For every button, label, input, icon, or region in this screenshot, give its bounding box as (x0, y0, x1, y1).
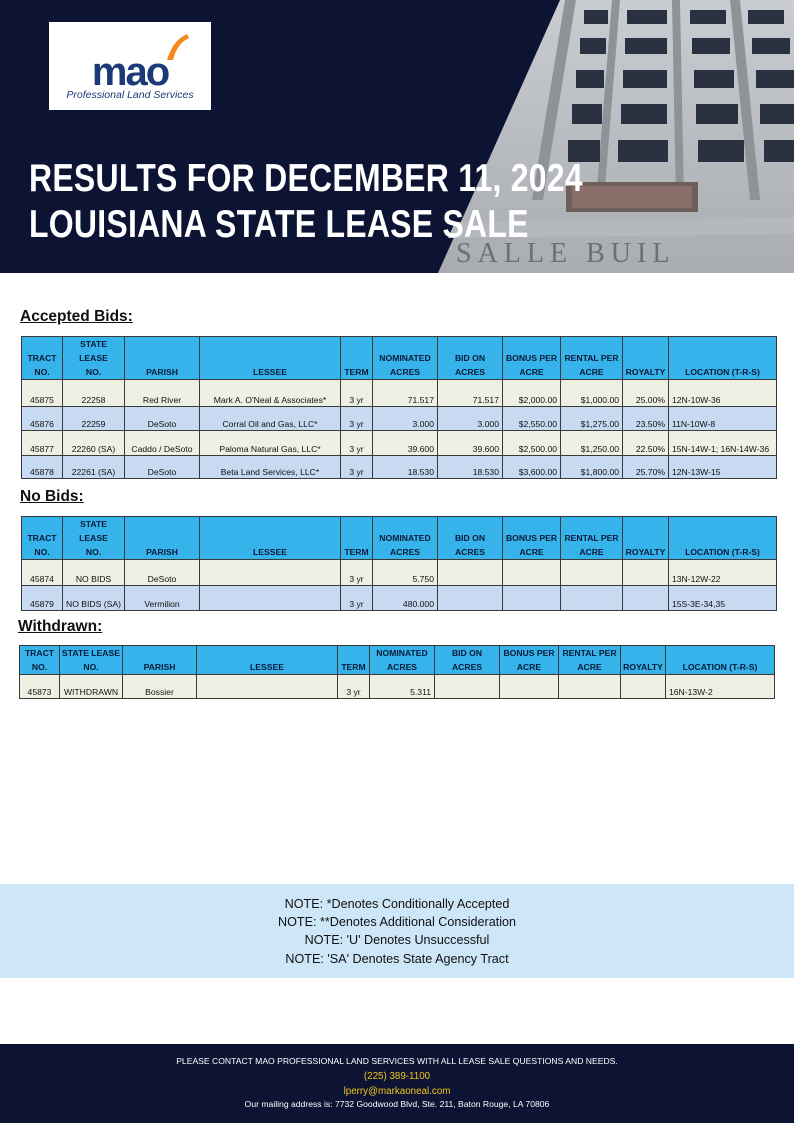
cell-nominated: 71.517 (373, 380, 438, 407)
col-royalty: ROYALTY (623, 337, 669, 380)
cell-lessee: Paloma Natural Gas, LLC* (200, 431, 341, 456)
col-term: TERM (341, 517, 373, 560)
cell-bonus: $3,600.00 (503, 456, 561, 479)
cell-parish: Red River (125, 380, 200, 407)
table-header-row (22, 337, 777, 380)
cell-lease: 22260 (SA) (63, 431, 125, 456)
col-nominated-acres: NOMINATED ACRES (373, 337, 438, 380)
accepted-bids-table (21, 336, 777, 479)
logo-tagline: Professional Land Services (66, 89, 194, 101)
cell-bonus: $2,550.00 (503, 407, 561, 431)
cell-location: 13N-12W-22 (669, 560, 777, 586)
cell-bid: 71.517 (438, 380, 503, 407)
col-bonus-per-acre: BONUS PER ACRE (500, 646, 559, 675)
cell-parish: DeSoto (125, 560, 200, 586)
cell-term: 3 yr (341, 456, 373, 479)
cell-bonus (503, 586, 561, 611)
table-row (20, 675, 775, 699)
table-row (22, 380, 777, 407)
table-row (22, 431, 777, 456)
cell-royalty (621, 675, 666, 699)
cell-lessee: Mark A. O'Neal & Associates* (200, 380, 341, 407)
col-nominated-acres: NOMINATED ACRES (370, 646, 435, 675)
cell-lease: WITHDRAWN (60, 675, 123, 699)
col-nominated-acres: NOMINATED ACRES (373, 517, 438, 560)
cell-royalty: 22.50% (623, 431, 669, 456)
notes-panel (0, 884, 794, 978)
note-unsuccessful: NOTE: 'U' Denotes Unsuccessful (304, 933, 490, 948)
col-lessee: LESSEE (197, 646, 338, 675)
cell-nominated: 39.600 (373, 431, 438, 456)
cell-bonus (500, 675, 559, 699)
cell-rental: $1,250.00 (561, 431, 623, 456)
cell-rental: $1,800.00 (561, 456, 623, 479)
table-row (22, 407, 777, 431)
cell-lease: 22258 (63, 380, 125, 407)
cell-lessee (197, 675, 338, 699)
cell-bid (435, 675, 500, 699)
cell-term: 3 yr (341, 560, 373, 586)
cell-location: 16N-13W-2 (666, 675, 775, 699)
col-royalty: ROYALTY (623, 517, 669, 560)
col-tract-no: TRACT NO. (22, 337, 63, 380)
cell-bid: 39.600 (438, 431, 503, 456)
title-line-1: RESULTS FOR DECEMBER 11, 2024 (29, 157, 583, 200)
cell-bid (438, 560, 503, 586)
cell-location: 12N-10W-36 (669, 380, 777, 407)
col-term: TERM (338, 646, 370, 675)
col-term: TERM (341, 337, 373, 380)
col-location: LOCATION (T-R-S) (669, 517, 777, 560)
col-state-lease-no: STATE LEASE NO. (63, 337, 125, 380)
cell-rental (561, 586, 623, 611)
col-rental-per-acre: RENTAL PER ACRE (559, 646, 621, 675)
cell-lease: 22259 (63, 407, 125, 431)
col-tract-no: TRACT NO. (22, 517, 63, 560)
cell-tract: 45877 (22, 431, 63, 456)
cell-location: 11N-10W-8 (669, 407, 777, 431)
cell-bid: 3.000 (438, 407, 503, 431)
cell-location: 12N-13W-15 (669, 456, 777, 479)
footer-contact-text: PLEASE CONTACT MAO PROFESSIONAL LAND SERVICES WITH ALL LEASE SALE QUESTIONS AND NEEDS. (176, 1056, 618, 1066)
cell-parish: DeSoto (125, 456, 200, 479)
withdrawn-heading: Withdrawn: (18, 618, 103, 635)
table-row (22, 456, 777, 479)
cell-lessee (200, 586, 341, 611)
cell-tract: 45876 (22, 407, 63, 431)
cell-term: 3 yr (338, 675, 370, 699)
col-location: LOCATION (T-R-S) (669, 337, 777, 380)
cell-rental: $1,275.00 (561, 407, 623, 431)
col-location: LOCATION (T-R-S) (666, 646, 775, 675)
cell-location: 15N-14W-1; 16N-14W-36 (669, 431, 777, 456)
logo-wordmark: mao (91, 50, 169, 94)
col-bonus-per-acre: BONUS PER ACRE (503, 337, 561, 380)
cell-parish: Vermilion (125, 586, 200, 611)
title-line-2: LOUISIANA STATE LEASE SALE (29, 203, 529, 246)
cell-term: 3 yr (341, 586, 373, 611)
cell-bid (438, 586, 503, 611)
withdrawn-table (19, 645, 775, 699)
cell-term: 3 yr (341, 407, 373, 431)
col-lessee: LESSEE (200, 517, 341, 560)
note-state-agency-tract: NOTE: 'SA' Denotes State Agency Tract (285, 951, 509, 966)
cell-parish: Caddo / DeSoto (125, 431, 200, 456)
cell-tract: 45873 (20, 675, 60, 699)
cell-location: 15S-3E-34,35 (669, 586, 777, 611)
cell-bonus: $2,500.00 (503, 431, 561, 456)
cell-lease: NO BIDS (63, 560, 125, 586)
cell-term: 3 yr (341, 380, 373, 407)
cell-term: 3 yr (341, 431, 373, 456)
footer-address: Our mailing address is: 7732 Goodwood Blvd, Ste. 211, Baton Rouge, LA 70806 (244, 1099, 550, 1109)
table-row (22, 586, 777, 611)
col-royalty: ROYALTY (621, 646, 666, 675)
cell-lessee (200, 560, 341, 586)
cell-rental: $1,000.00 (561, 380, 623, 407)
col-lessee: LESSEE (200, 337, 341, 380)
cell-royalty: 25.70% (623, 456, 669, 479)
cell-lease: 22261 (SA) (63, 456, 125, 479)
cell-lessee: Beta Land Services, LLC* (200, 456, 341, 479)
cell-nominated: 480.000 (373, 586, 438, 611)
page-title (29, 156, 583, 248)
cell-nominated: 3.000 (373, 407, 438, 431)
col-bonus-per-acre: BONUS PER ACRE (503, 517, 561, 560)
note-conditionally-accepted: NOTE: *Denotes Conditionally Accepted (284, 897, 510, 911)
col-bid-on-acres: BID ON ACRES (435, 646, 500, 675)
table-header-row (20, 646, 775, 675)
col-state-lease-no: STATE LEASE NO. (60, 646, 123, 675)
cell-tract: 45875 (22, 380, 63, 407)
col-tract-no: TRACT NO. (20, 646, 60, 675)
table-row (22, 560, 777, 586)
col-parish: PARISH (125, 517, 200, 560)
cell-royalty (623, 560, 669, 586)
col-rental-per-acre: RENTAL PER ACRE (561, 517, 623, 560)
cell-bonus: $2,000.00 (503, 380, 561, 407)
page-header (0, 0, 794, 273)
cell-lessee: Corral Oil and Gas, LLC* (200, 407, 341, 431)
table-header-row (22, 517, 777, 560)
col-parish: PARISH (125, 337, 200, 380)
cell-tract: 45878 (22, 456, 63, 479)
cell-bonus (503, 560, 561, 586)
col-bid-on-acres: BID ON ACRES (438, 517, 503, 560)
svg-text:SALLE BUIL: SALLE BUIL (456, 238, 676, 269)
page-footer (0, 1044, 794, 1123)
col-rental-per-acre: RENTAL PER ACRE (561, 337, 623, 380)
company-logo (49, 22, 211, 110)
cell-rental (561, 560, 623, 586)
cell-nominated: 5.311 (370, 675, 435, 699)
accepted-bids-heading: Accepted Bids: (20, 308, 133, 325)
cell-royalty: 25.00% (623, 380, 669, 407)
col-bid-on-acres: BID ON ACRES (438, 337, 503, 380)
no-bids-table (21, 516, 777, 611)
cell-rental (559, 675, 621, 699)
col-state-lease-no: STATE LEASE NO. (63, 517, 125, 560)
no-bids-heading: No Bids: (20, 488, 84, 505)
col-parish: PARISH (123, 646, 197, 675)
cell-royalty: 23.50% (623, 407, 669, 431)
cell-parish: DeSoto (125, 407, 200, 431)
footer-phone-link[interactable]: (225) 389-1100 (363, 1071, 431, 1082)
cell-nominated: 18.530 (373, 456, 438, 479)
cell-nominated: 5.750 (373, 560, 438, 586)
cell-royalty (623, 586, 669, 611)
cell-lease: NO BIDS (SA) (63, 586, 125, 611)
cell-parish: Bossier (123, 675, 197, 699)
note-additional-consideration: NOTE: **Denotes Additional Consideration (277, 915, 516, 930)
cell-bid: 18.530 (438, 456, 503, 479)
footer-email-link[interactable]: lperry@markaoneal.com (343, 1086, 451, 1097)
cell-tract: 45874 (22, 560, 63, 586)
cell-tract: 45879 (22, 586, 63, 611)
